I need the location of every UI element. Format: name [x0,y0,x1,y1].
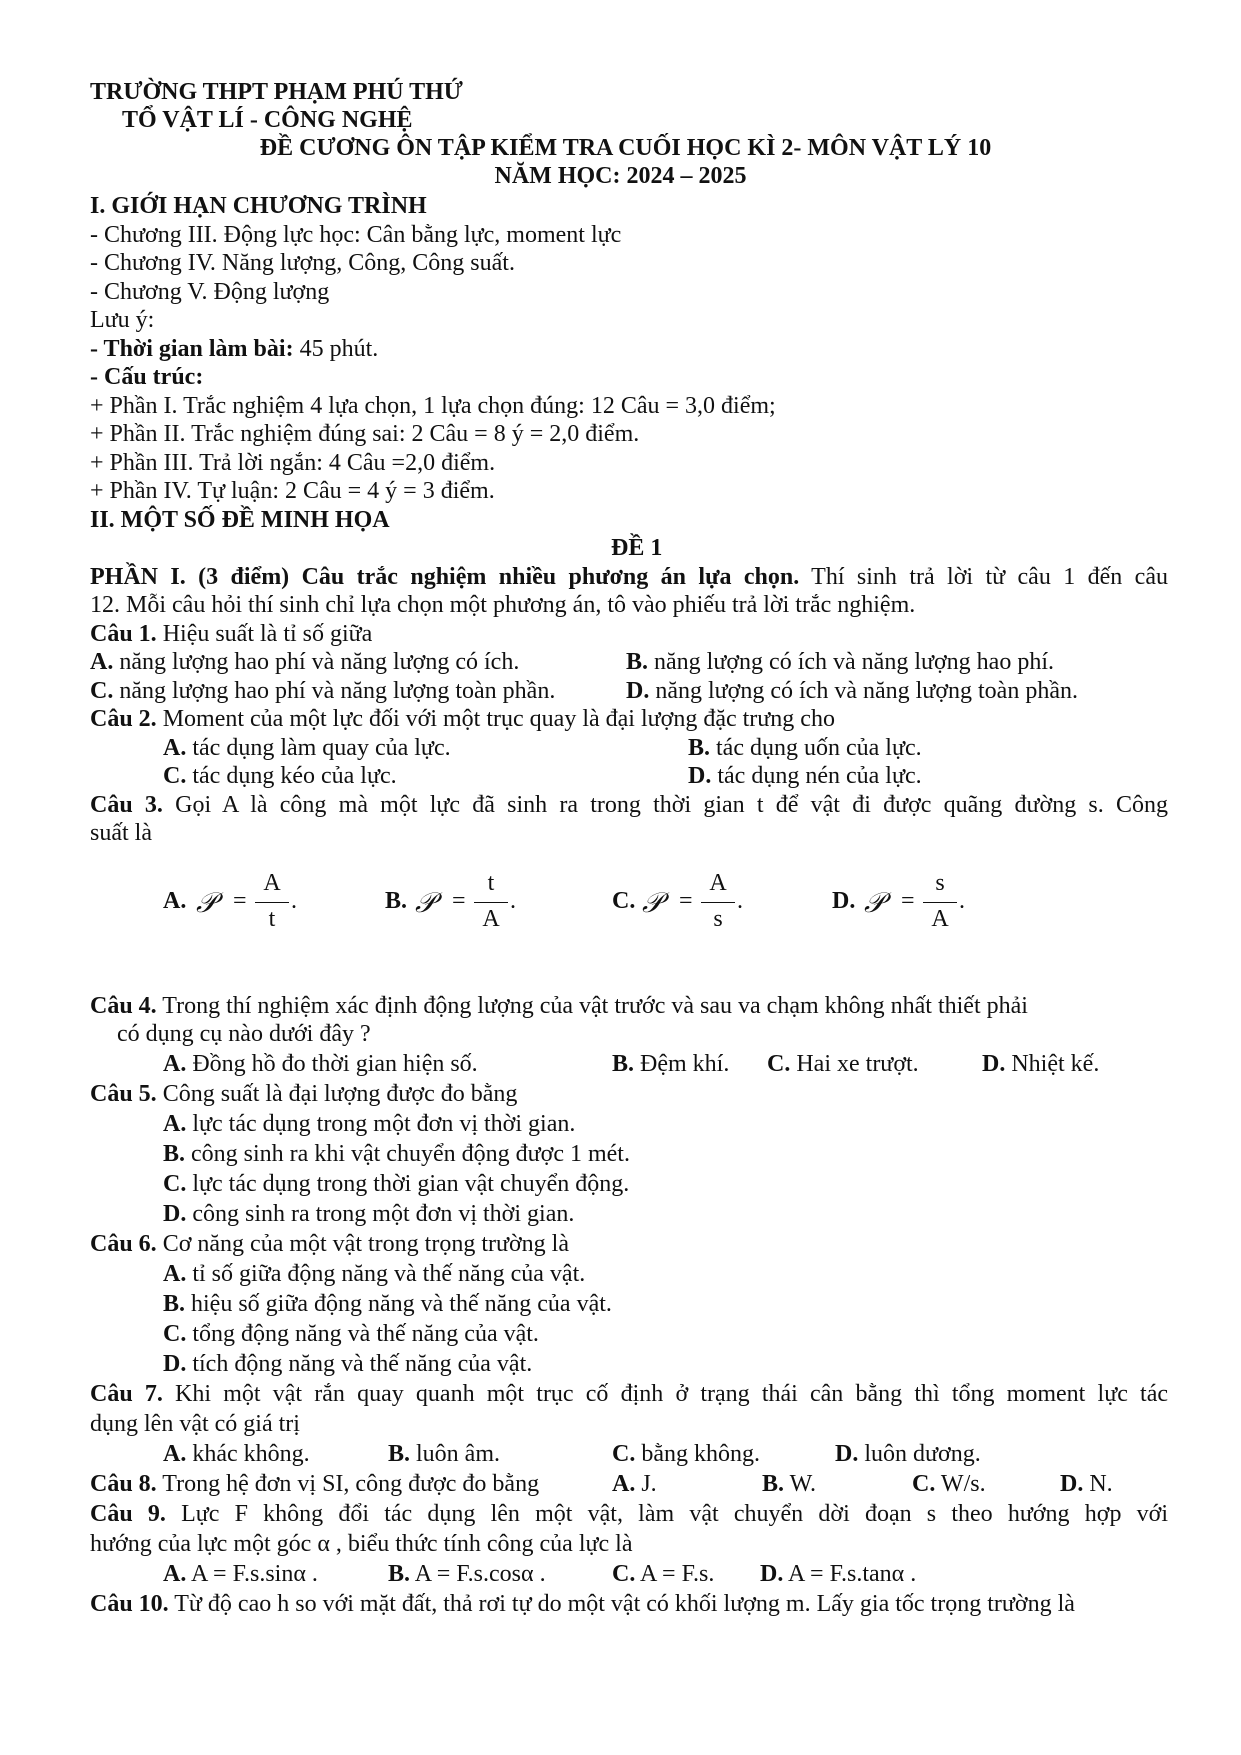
question-2: Câu 2. Moment của một lực đối với một trục quay là đại lượng đặc trưng cho [90,706,835,732]
document-page: TRƯỜNG THPT PHẠM PHÚ THỨ TỔ VẬT LÍ - CÔNG NGHỆ ĐỀ CƯƠNG ÔN TẬP KIỂM TRA CUỐI HỌC KÌ 2- MÔN VẬT LÝ 10 NĂM HỌC: 2024 – 2025 I. GIỚI HẠN CHƯƠNG TRÌNH - Chương III. Động lực học: Cân bằng lực, moment lực - Chương IV. Năng lượng, Công, Công suất. - Chương V. Động lượng Lưu ý: - Thời gian làm bài: 45 phút. - Cấu trúc: + Phần I. Trắc nghiệm 4 lựa chọn, 1 lựa chọn đúng: 12 Câu = 3,0 điểm; + Phần II. Trắc nghiệm đúng sai: 2 Câu = 8 ý = 2,0 điểm. + Phần III. Trả lời ngắn: 4 Câu =2,0 điểm. + Phần IV. Tự luận: 2 Câu = 4 ý = 3 điểm. II. MỘT SỐ ĐỀ MINH HỌA ĐỀ 1 PHẦN I. (3 điểm) Câu trắc nghiệm nhiều phương án lựa chọn. Thí sinh trả lời từ câu 1 đến câu 12. Mỗi câu hỏi thí sinh chỉ lựa chọn một phương án, tô vào phiếu trả lời trắc nghiệm. Câu 1. Hiệu suất là tỉ số giữa A. năng lượng hao phí và năng lượng có ích. B. năng lượng có ích và năng lượng hao phí. C. năng lượng hao phí và năng lượng toàn phần. D. năng lượng có ích và năng lượng toàn phần. Câu 2. Moment của một lực đối với một trục quay là đại lượng đặc trưng cho A. tác dụng làm quay của lực. B. tác dụng uốn của lực. C. tác dụng kéo của lực. D. tác dụng nén của lực. Câu 3. Gọi A là công mà một lực đã sinh ra trong thời gian t để vật đi được quãng đường s. Công suất là A. 𝒫 = A t . B. 𝒫 = t A . C. 𝒫 = A s . D. 𝒫 = s A . Câu 4. Trong thí nghiệm xác định động lượng của vật trước và sau va chạm không nhất thiết phải có dụng cụ nào dưới đây ? A. Đồng hồ đo thời gian hiện số. B. Đệm khí. C. Hai xe trượt. D. Nhiệt kế. Câu 5. Công suất là đại lượng được đo bằng A. lực tác dụng trong một đơn vị thời gian. B. công sinh ra khi vật chuyển động được 1 mét. C. lực tác dụng trong thời gian vật chuyển động. D. công sinh ra trong một đơn vị thời gian. Câu 6. Cơ năng của một vật trong trọng trường là A. tỉ số giữa động năng và thế năng của vật. B. hiệu số giữa động năng và thế năng của vật. C. tổng động năng và thế năng của vật. D. tích động năng và thế năng của vật. Câu 7. Khi một vật rắn quay quanh một trục cố định ở trạng thái cân bằng thì tổng moment lực tác dụng lên vật có giá trị A. khác không. B. luôn âm. C. bằng không. D. luôn dương. Câu 8. Trong hệ đơn vị SI, công được đo bằng A. J. B. W. C. W/s. D. N. Câu 9. Lực F không đổi tác dụng lên một vật, làm vật chuyển dời đoạn s theo hướng hợp với hướng của lực một góc α , biểu thức tính công của lực là A. A = F.s.sinα . B. A = F.s.cosα . C. A = F.s. D. A = F.s.tanα . Câu 10. Từ độ cao h so với mặt đất, thả rơi tự do một vật có khối lượng m. Lấy gia tốc trọng trường là [0,0,1241,1755]
chapter-item: - Chương IV. Năng lượng, Công, Công suất. [90,250,515,276]
part1-heading: PHẦN I. (3 điểm) Câu trắc nghiệm nhiều phương án lựa chọn. [90,564,800,590]
option-a: A. tác dụng làm quay của lực. [163,735,451,761]
option-d: D. công sinh ra trong một đơn vị thời gian. [163,1201,575,1227]
question-6: Câu 6. Cơ năng của một vật trong trọng trường là [90,1231,569,1257]
section-heading: I. GIỚI HẠN CHƯƠNG TRÌNH [90,193,427,219]
chapter-item: - Chương V. Động lượng [90,279,330,305]
option-d: D. Nhiệt kế. [982,1051,1100,1077]
structure-label: - Cấu trúc: [90,364,204,390]
question-7-cont: dụng lên vật có giá trị [90,1411,300,1437]
question-3: Câu 3. Gọi A là công mà một lực đã sinh ra trong thời gian t để vật đi được quãng đường s. Công [90,792,1169,818]
option-a: A. tỉ số giữa động năng và thế năng của vật. [163,1261,586,1287]
option-d: D. A = F.s.tanα . [760,1561,917,1587]
option-b: B. A = F.s.cosα . [388,1561,546,1587]
time-label: - Thời gian làm bài: [90,336,294,362]
chapter-item: - Chương III. Động lực học: Cân bằng lực, moment lực [90,222,622,248]
option-a: A. Đồng hồ đo thời gian hiện số. [163,1051,478,1077]
option-b: B. năng lượng có ích và năng lượng hao phí. [626,649,1054,675]
option-a: A. A = F.s.sinα . [163,1561,318,1587]
option-d: D. N. [1060,1471,1113,1497]
exam-title: ĐỀ 1 [611,535,663,561]
question-5: Câu 5. Công suất là đại lượng được đo bằng [90,1081,518,1107]
option-d: D. tích động năng và thế năng của vật. [163,1351,533,1377]
option-b: B. Đệm khí. [612,1051,730,1077]
option-d: D. luôn dương. [835,1441,981,1467]
question-8: Câu 8. Trong hệ đơn vị SI, công được đo bằng [90,1471,540,1497]
section-heading: II. MỘT SỐ ĐỀ MINH HỌA [90,507,390,533]
question-4-cont: có dụng cụ nào dưới đây ? [117,1021,371,1047]
option-c: C. năng lượng hao phí và năng lượng toàn phần. [90,678,556,704]
option-a: A. J. [612,1471,657,1497]
part1-instructions-cont: 12. Mỗi câu hỏi thí sinh chỉ lựa chọn một phương án, tô vào phiếu trả lời trắc nghiệm. [90,592,916,618]
option-c: C. tổng động năng và thế năng của vật. [163,1321,539,1347]
school-year: NĂM HỌC: 2024 – 2025 [494,163,747,189]
question-10: Câu 10. Từ độ cao h so với mặt đất, thả rơi tự do một vật có khối lượng m. Lấy gia tốc trọng trường là [90,1591,1075,1617]
option-b: B. công sinh ra khi vật chuyển động được 1 mét. [163,1141,630,1167]
question-9-cont: hướng của lực một góc α , biểu thức tính công của lực là [90,1531,633,1557]
option-a: A. khác không. [163,1441,310,1467]
option-c: C. bằng không. [612,1441,760,1467]
option-c: C. Hai xe trượt. [767,1051,919,1077]
structure-part: + Phần IV. Tự luận: 2 Câu = 4 ý = 3 điểm. [90,478,495,504]
time-value: 45 phút. [293,336,379,362]
question-3-cont: suất là [90,820,152,846]
option-b: B. luôn âm. [388,1441,501,1467]
time-line [90,335,378,363]
option-c: C. A = F.s. [612,1561,715,1587]
question-4: Câu 4. Trong thí nghiệm xác định động lượng của vật trước và sau va chạm không nhất thiết phải [90,993,1028,1019]
structure-part: + Phần III. Trả lời ngắn: 4 Câu =2,0 điểm. [90,450,496,476]
structure-part: + Phần I. Trắc nghiệm 4 lựa chọn, 1 lựa chọn đúng: 12 Câu = 3,0 điểm; [90,393,776,419]
option-c: C. tác dụng kéo của lực. [163,763,397,789]
option-c: C. W/s. [912,1471,986,1497]
note-label: Lưu ý: [90,307,155,333]
structure-part: + Phần II. Trắc nghiệm đúng sai: 2 Câu = 8 ý = 2,0 điểm. [90,421,640,447]
option-c: C. lực tác dụng trong thời gian vật chuyển động. [163,1171,630,1197]
option-a: A. lực tác dụng trong một đơn vị thời gian. [163,1111,576,1137]
option-b: B. hiệu số giữa động năng và thế năng của vật. [163,1291,612,1317]
question-7: Câu 7. Khi một vật rắn quay quanh một trục cố định ở trạng thái cân bằng thì tổng moment lực tác [90,1381,1169,1407]
department-name: TỔ VẬT LÍ - CÔNG NGHỆ [122,107,413,133]
question-9: Câu 9. Lực F không đổi tác dụng lên một vật, làm vật chuyển dời đoạn s theo hướng hợp với [90,1501,1168,1527]
option-a: A. năng lượng hao phí và năng lượng có ích. [90,649,520,675]
option-b: B. tác dụng uốn của lực. [688,735,922,761]
option-d: D. tác dụng nén của lực. [688,763,922,789]
option-b: B. W. [762,1471,817,1497]
question-1: Câu 1. Hiệu suất là tỉ số giữa [90,621,373,647]
document-title: ĐỀ CƯƠNG ÔN TẬP KIỂM TRA CUỐI HỌC KÌ 2- MÔN VẬT LÝ 10 [259,135,992,161]
option-d: D. năng lượng có ích và năng lượng toàn phần. [626,678,1078,704]
part1-instructions: PHẦN I. (3 điểm) Câu trắc nghiệm nhiều phương án lựa chọn. Thí sinh trả lời từ câu 1 đến câu [90,564,1168,590]
school-name: TRƯỜNG THPT PHẠM PHÚ THỨ [90,79,463,105]
